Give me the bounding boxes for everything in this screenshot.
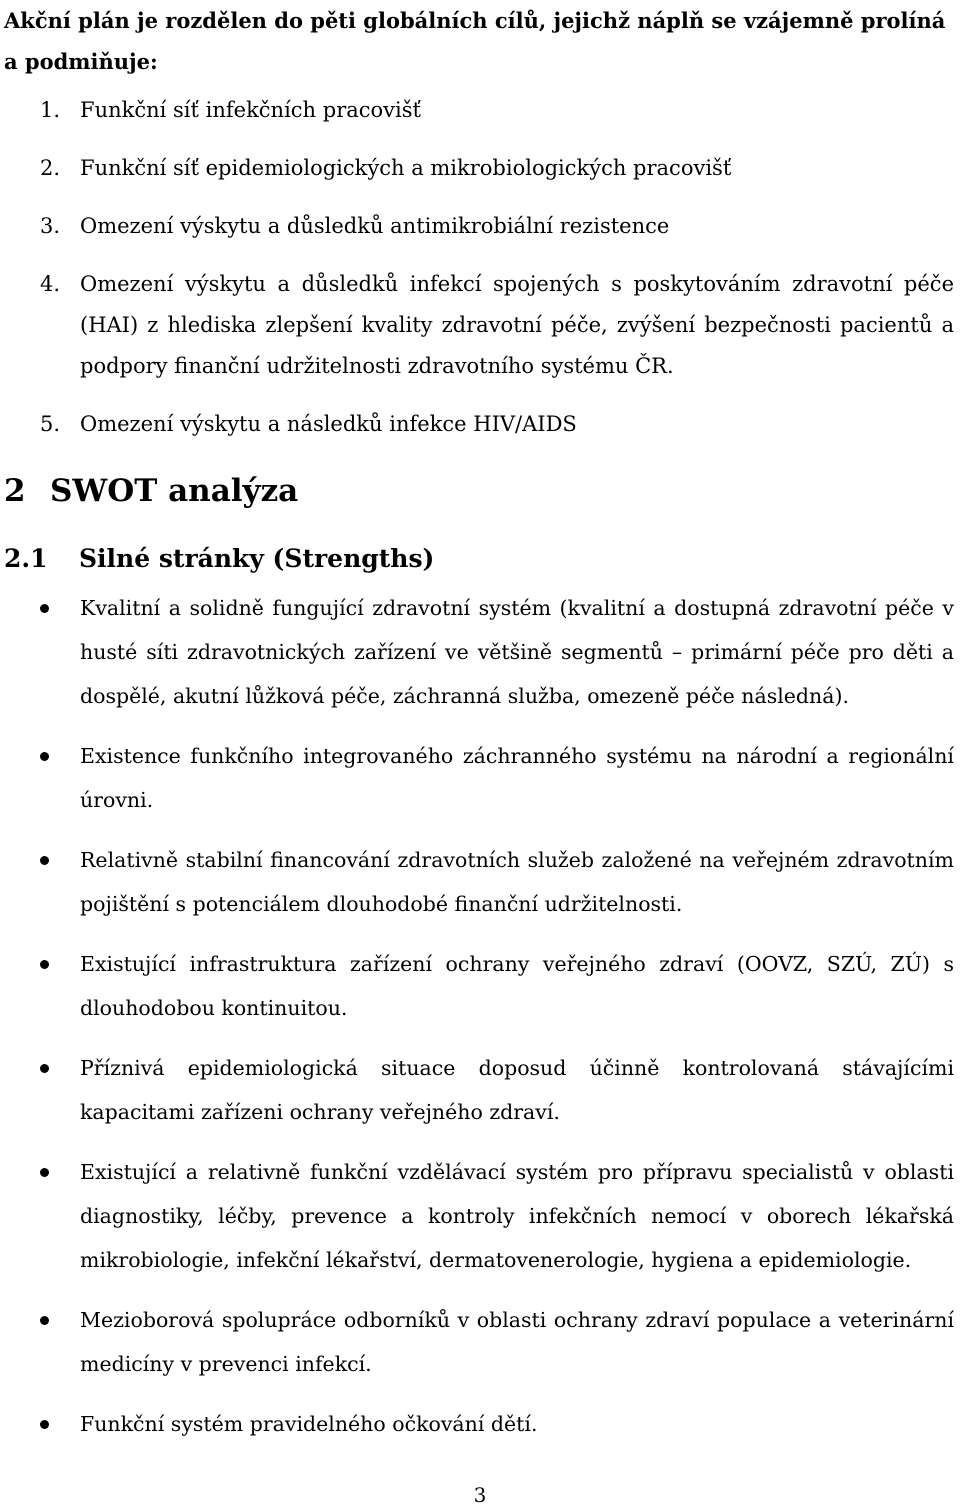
strength-item [0,734,960,822]
strength-item [0,1402,960,1446]
strength-item [0,586,960,718]
subsection-number: 2.1 [4,544,48,573]
strength-text: Existence funkčního integrovaného záchranného systému na národní a regionální úrovni. [80,744,954,812]
bullet-icon [40,856,49,865]
strength-item [0,1298,960,1386]
bullet-icon [40,960,49,969]
strength-item [0,1150,960,1282]
goal-number: 1. [40,98,61,122]
goal-number: 3. [40,214,61,238]
section-title: SWOT analýza [50,473,299,509]
strength-item [0,942,960,1030]
goal-item [0,148,960,189]
strength-text: Příznivá epidemiologická situace doposud účinně kontrolovaná stávajícími kapacitami zařízeni ochrany veřejného zdraví. [80,1056,954,1124]
strengths-list [0,586,960,1462]
strength-text: Existující infrastruktura zařízení ochrany veřejného zdraví (OOVZ, SZÚ, ZÚ) s dlouhodobou kontinuitou. [80,952,954,1020]
goal-text: Funkční síť epidemiologických a mikrobiologických pracovišť [80,156,732,180]
goal-number: 2. [40,156,61,180]
goal-text: Omezení výskytu a následků infekce HIV/AIDS [80,412,577,436]
bullet-icon [40,1064,49,1073]
section-heading [4,466,298,516]
goal-item [0,404,960,445]
intro-paragraph: Akční plán je rozdělen do pěti globálních cílů, jejichž náplň se vzájemně prolíná a podmiňuje: [4,8,946,74]
strength-text: Kvalitní a solidně fungující zdravotní systém (kvalitní a dostupná zdravotní péče v husté síti zdravotnických zařízení ve většině segmentů – primární péče pro děti a dospělé, akutní lůžková péče, záchranná služba, omezeně péče následná). [80,596,954,708]
strength-text: Mezioborová spolupráce odborníků v oblasti ochrany zdraví populace a veterinární medicíny v prevenci infekcí. [80,1308,954,1376]
strength-item [0,838,960,926]
goal-item [0,264,960,387]
strength-item [0,1046,960,1134]
bullet-icon [40,1316,49,1325]
bullet-icon [40,1168,49,1177]
goal-number: 5. [40,412,61,436]
subsection-heading [4,536,434,582]
subsection-title: Silné stránky (Strengths) [79,544,435,573]
bullet-icon [40,1420,49,1429]
goal-text: Funkční síť infekčních pracovišť [80,98,421,122]
goal-text: Omezení výskytu a důsledků infekcí spojených s poskytováním zdravotní péče (HAI) z hlediska zlepšení kvality zdravotní péče, zvýšení bezpečnosti pacientů a podpory finanční udržitelnosti zdravotního systému ČR. [80,272,954,378]
goal-item [0,90,960,131]
bullet-icon [40,752,49,761]
goal-text: Omezení výskytu a důsledků antimikrobiální rezistence [80,214,670,238]
goal-item [0,206,960,247]
strength-text: Funkční systém pravidelného očkování dětí. [80,1412,538,1436]
page-number: 3 [473,1483,487,1507]
strength-text: Existující a relativně funkční vzdělávací systém pro přípravu specialistů v oblasti diagnostiky, léčby, prevence a kontroly infekčních nemocí v oborech lékařská mikrobiologie, infekční lékařství, dermatovenerologie, hygiena a epidemiologie. [80,1160,954,1272]
goal-number: 4. [40,272,61,296]
strength-text: Relativně stabilní financování zdravotních služeb založené na veřejném zdravotním pojištění s potenciálem dlouhodobé finanční udržitelnosti. [80,848,954,916]
bullet-icon [40,604,49,613]
section-number: 2 [4,473,26,509]
goals-list [0,90,960,462]
